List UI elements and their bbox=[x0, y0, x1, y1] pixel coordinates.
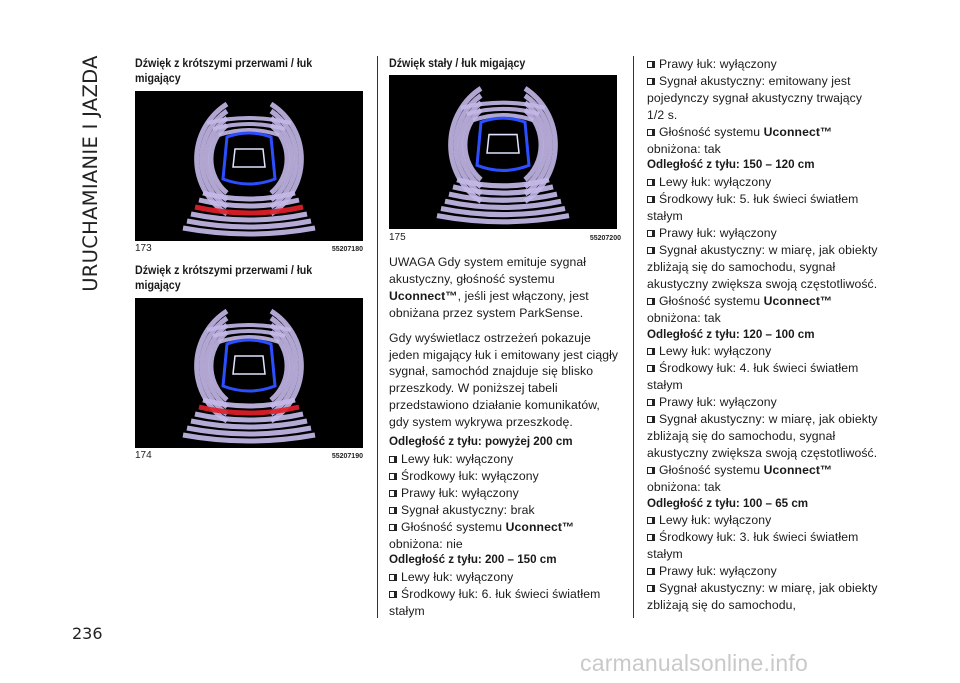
page-number: 236 bbox=[72, 624, 103, 643]
bullet-icon bbox=[389, 574, 397, 581]
list-item: Prawy łuk: wyłączony bbox=[647, 563, 879, 580]
bullet-icon bbox=[647, 129, 655, 136]
rear-arc bbox=[457, 180, 549, 186]
list-item: Głośność systemu Uconnect™ obniżona: tak bbox=[647, 293, 833, 325]
list-item: Środkowy łuk: 4. łuk świeci światłem stałym bbox=[647, 361, 859, 393]
parksense-display-icon bbox=[135, 91, 363, 241]
bullet-icon bbox=[647, 298, 655, 305]
list-item: Lewy łuk: wyłączony bbox=[647, 174, 879, 191]
bullet-icon bbox=[389, 473, 397, 480]
rear-arc bbox=[203, 400, 295, 406]
figure-173-image bbox=[135, 91, 363, 241]
list-item: Głośność systemu Uconnect™ obniżona: tak bbox=[647, 462, 833, 494]
figure-174-caption bbox=[135, 450, 363, 464]
chapter-side-title bbox=[76, 46, 104, 300]
list-item: Lewy łuk: wyłączony bbox=[389, 451, 621, 468]
list-item: Środkowy łuk: 3. łuk świeci światłem stałym bbox=[647, 530, 859, 562]
list-item: Głośność systemu Uconnect™ obniżona: tak bbox=[647, 124, 833, 156]
column-1 bbox=[135, 56, 363, 464]
distance-heading: Odległość z tyłu: 150 – 120 cm bbox=[647, 158, 815, 172]
car-window bbox=[233, 356, 265, 374]
column-2 bbox=[389, 56, 621, 620]
distance-heading: Odległość z tyłu: 120 – 100 cm bbox=[647, 327, 815, 341]
distance-heading: Odległość z tyłu: powyżej 200 cm bbox=[389, 435, 573, 449]
list-item: Głośność systemu Uconnect™ obniżona: nie bbox=[389, 519, 575, 551]
bullet-icon bbox=[647, 61, 655, 68]
bullet-icon bbox=[647, 467, 655, 474]
distance-heading: Odległość z tyłu: 200 – 150 cm bbox=[389, 553, 557, 567]
figure-174-heading: Dźwięk z krótszymi przerwami / łuk migający bbox=[135, 264, 313, 292]
list-item: Prawy łuk: wyłączony bbox=[647, 56, 879, 73]
bullet-icon bbox=[647, 416, 655, 423]
bullet-icon bbox=[647, 534, 655, 541]
figure-code: 55207200 bbox=[589, 235, 621, 242]
list-item: Środkowy łuk: 6. łuk świeci światłem stałym bbox=[389, 587, 601, 619]
bullet-icon bbox=[647, 247, 655, 254]
rear-arc bbox=[203, 193, 295, 199]
figure-number: 175 bbox=[389, 232, 406, 243]
list-item: Lewy łuk: wyłączony bbox=[389, 569, 621, 586]
bullet-icon bbox=[389, 591, 397, 598]
bullet-icon bbox=[389, 507, 397, 514]
description-paragraph: Gdy wyświetlacz ostrzeżeń pokazuje jeden migający łuk i emitowany jest ciągły sygnał, samochód znajduje się blisko przeszkody. W poniższej tabeli przedstawiono działanie komunikatów, gdy system wykrywa przeszkodę. bbox=[389, 330, 619, 430]
bullet-icon bbox=[389, 524, 397, 531]
list-item: Prawy łuk: wyłączony bbox=[647, 225, 879, 242]
figure-175-image bbox=[389, 75, 617, 229]
figure-number: 174 bbox=[135, 450, 152, 461]
list-item: Sygnał akustyczny: w miarę, jak obiekty zbliżają się do samochodu, sygnał akustyczny zwiększa swoją częstotliwość. bbox=[647, 242, 878, 291]
list-item: Sygnał akustyczny: brak bbox=[389, 502, 621, 519]
car-outline bbox=[223, 133, 275, 184]
list-item: Środkowy łuk: 5. łuk świeci światłem stałym bbox=[647, 192, 859, 224]
distance-heading: Odległość z tyłu: 100 – 65 cm bbox=[647, 496, 809, 510]
parksense-display-icon bbox=[389, 75, 617, 229]
list-item: Środkowy łuk: wyłączony bbox=[389, 468, 621, 485]
bullet-icon bbox=[647, 568, 655, 575]
figure-175-heading: Dźwięk stały / łuk migający bbox=[389, 57, 526, 70]
bullet-icon bbox=[647, 585, 655, 592]
list-item: Sygnał akustyczny: w miarę, jak obiekty zbliżają się do samochodu, bbox=[647, 581, 878, 612]
figure-number: 173 bbox=[135, 243, 152, 254]
bullet-icon bbox=[647, 399, 655, 406]
bullet-icon bbox=[389, 490, 397, 497]
bullet-icon bbox=[647, 230, 655, 237]
bullet-icon bbox=[647, 517, 655, 524]
bullet-icon bbox=[389, 456, 397, 463]
bullet-icon bbox=[647, 196, 655, 203]
list-item: Prawy łuk: wyłączony bbox=[389, 485, 621, 502]
parksense-display-icon bbox=[135, 298, 363, 448]
figure-173-caption bbox=[135, 243, 363, 257]
column-divider bbox=[377, 56, 378, 618]
bullet-icon bbox=[647, 78, 655, 85]
car-outline bbox=[477, 118, 529, 170]
list-item: Lewy łuk: wyłączony bbox=[647, 512, 879, 529]
figure-173-heading: Dźwięk z krótszymi przerwami / łuk migający bbox=[135, 57, 313, 85]
list-item: Prawy łuk: wyłączony bbox=[647, 394, 879, 411]
car-window bbox=[233, 149, 265, 167]
chapter-title-text: URUCHAMIANIE I JAZDA bbox=[78, 54, 102, 292]
car-window bbox=[487, 135, 519, 153]
figure-code: 55207190 bbox=[331, 453, 363, 460]
column-3 bbox=[647, 56, 879, 614]
figure-175-caption bbox=[389, 232, 621, 246]
watermark: carmanualsonline.info bbox=[580, 650, 808, 676]
figure-code: 55207180 bbox=[331, 246, 363, 253]
list-item: Sygnał akustyczny: emitowany jest pojedynczy sygnał akustyczny trwający 1/2 s. bbox=[647, 73, 863, 122]
car-outline bbox=[223, 340, 275, 391]
bullet-icon bbox=[647, 365, 655, 372]
list-item: Sygnał akustyczny: w miarę, jak obiekty zbliżają się do samochodu, sygnał akustyczny zwiększa swoją częstotliwość. bbox=[647, 412, 878, 460]
column-divider bbox=[633, 56, 634, 618]
figure-174-image bbox=[135, 298, 363, 448]
bullet-icon bbox=[647, 179, 655, 186]
bullet-icon bbox=[647, 348, 655, 355]
note-paragraph: UWAGA Gdy system emituje sygnał akustyczny, głośność systemu Uconnect™, jeśli jest włączony, jest obniżana przez system ParkSense. bbox=[389, 255, 589, 320]
list-item: Lewy łuk: wyłączony bbox=[647, 343, 879, 360]
